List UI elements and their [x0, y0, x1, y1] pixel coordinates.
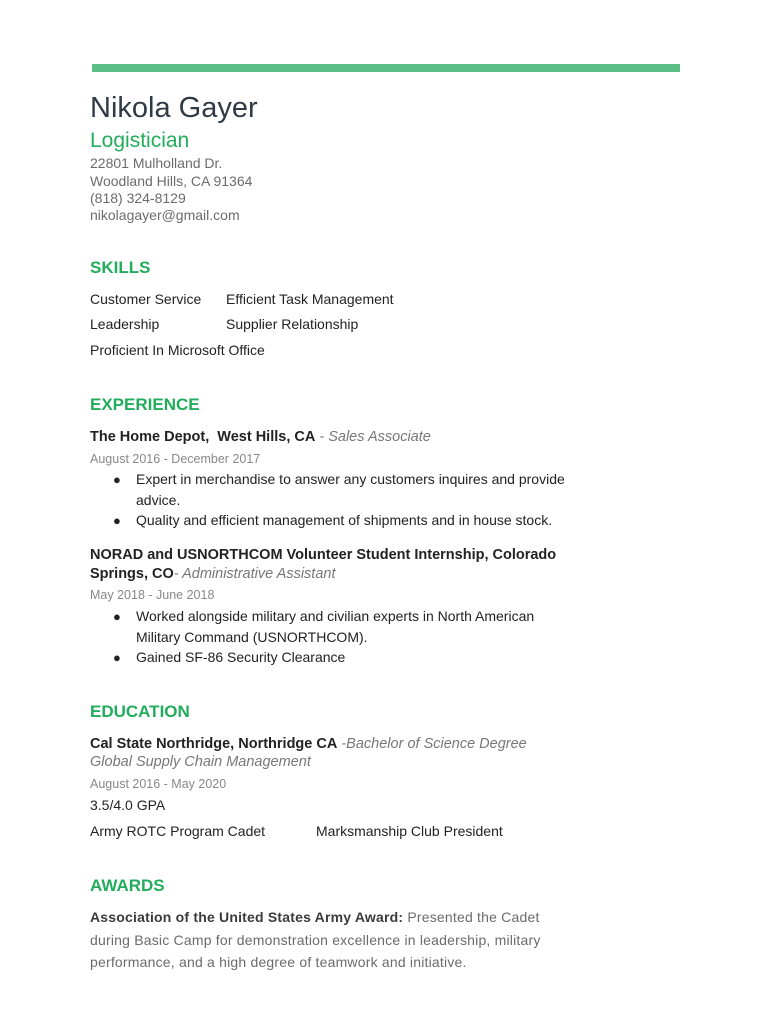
job-employer: Springs, CO	[90, 566, 174, 582]
award-name: Association of the United States Army Award:	[90, 909, 404, 925]
job-employer: NORAD and USNORTHCOM Volunteer Student Internship, Colorado	[90, 547, 557, 563]
job-bullet: Expert in merchandise to answer any customers inquires and provide advice.	[136, 471, 565, 508]
job-bullet: Quality and efficient management of shipments and in house stock.	[136, 512, 553, 528]
accent-bar	[92, 64, 680, 72]
email-address: nikolagayer@gmail.com	[90, 207, 240, 223]
job-title-line	[90, 566, 336, 582]
bullet-icon: ●	[113, 513, 121, 528]
gpa: 3.5/4.0 GPA	[90, 797, 166, 813]
job-bullet: Worked alongside military and civilian experts in North American Military Command (USNORTHCOM).	[136, 608, 535, 645]
activity: Army ROTC Program Cadet	[90, 823, 266, 839]
job-dates: May 2018 - June 2018	[90, 588, 215, 602]
degree: -Bachelor of Science Degree	[337, 736, 527, 752]
job-bullet: Gained SF-86 Security Clearance	[136, 649, 346, 665]
job-employer: The Home Depot, West Hills, CA	[90, 429, 316, 445]
education-heading: EDUCATION	[90, 702, 190, 721]
activity: Marksmanship Club President	[316, 823, 503, 839]
skill-item: Proficient In Microsoft Office	[90, 342, 265, 358]
skill-item: Leadership	[90, 316, 160, 332]
phone-number: (818) 324-8129	[90, 190, 186, 206]
address-line-1: 22801 Mulholland Dr.	[90, 155, 223, 171]
job-dates: August 2016 - December 2017	[90, 452, 261, 466]
awards-heading: AWARDS	[90, 876, 165, 895]
candidate-name: Nikola Gayer	[90, 92, 258, 124]
skills-heading: SKILLS	[90, 258, 151, 277]
job-role: - Sales Associate	[315, 429, 431, 445]
address-line-2: Woodland Hills, CA 91364	[90, 173, 253, 189]
experience-heading: EXPERIENCE	[90, 395, 200, 414]
major: Global Supply Chain Management	[90, 754, 311, 770]
skill-item: Customer Service	[90, 291, 202, 307]
job-role: - Administrative Assistant	[173, 566, 336, 582]
bullet-icon: ●	[113, 609, 121, 624]
skill-item: Supplier Relationship	[226, 316, 359, 332]
education-title-line	[90, 736, 527, 752]
school-name: Cal State Northridge, Northridge CA	[90, 736, 338, 752]
bullet-icon: ●	[113, 650, 121, 665]
education-dates: August 2016 - May 2020	[90, 777, 227, 791]
job-title-line	[90, 429, 431, 445]
award-description: Presented the Cadet during Basic Camp for demonstration excellence in leadership, military performance, and a high degree of teamwork and initiative.	[90, 909, 541, 970]
award-entry	[90, 906, 570, 974]
skill-item: Efficient Task Management	[226, 291, 394, 307]
bullet-icon: ●	[113, 472, 121, 487]
candidate-title: Logistician	[90, 129, 190, 152]
